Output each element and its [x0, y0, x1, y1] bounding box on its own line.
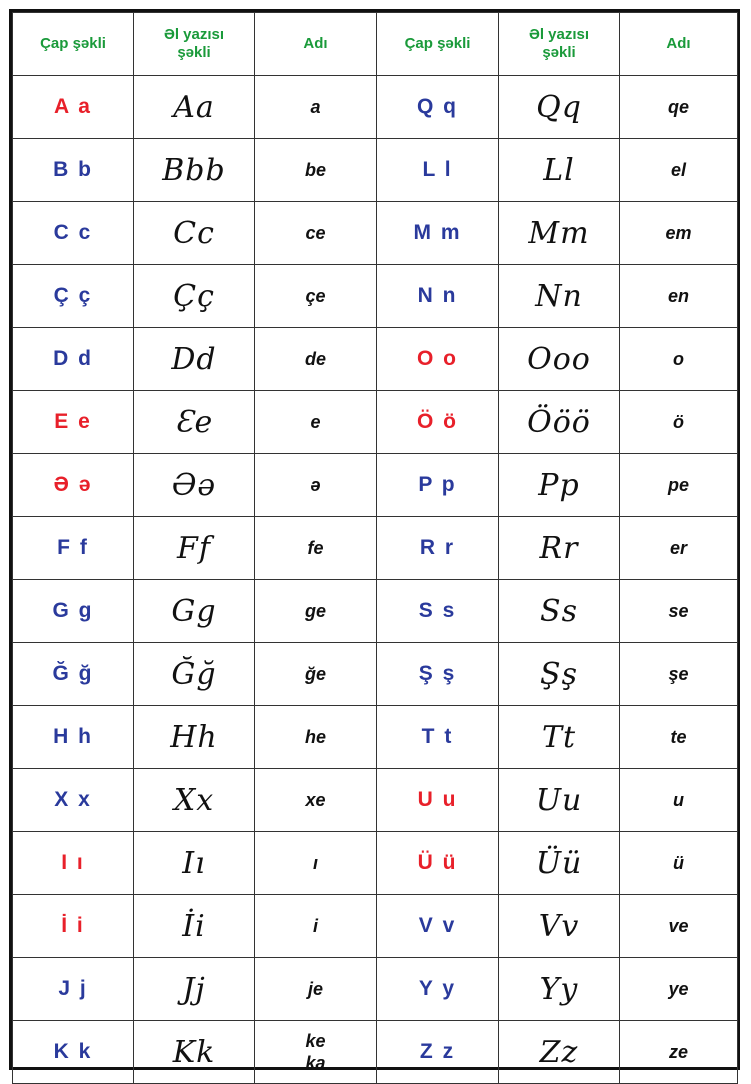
print-letter: Ş ş — [418, 662, 457, 685]
print-letter: U u — [417, 788, 458, 811]
print-letter: Ə ə — [53, 473, 93, 496]
letter-name-left — [255, 769, 377, 832]
print-letter-right — [377, 139, 499, 202]
letter-name: he — [304, 727, 326, 747]
handwritten-letter-left — [134, 580, 255, 643]
print-letter: V v — [418, 914, 457, 937]
handwritten-letter: Ɛe — [174, 404, 214, 440]
handwritten-letter-right — [499, 643, 620, 706]
print-letter-right — [377, 328, 499, 391]
print-letter: P p — [418, 473, 457, 496]
handwritten-letter-right — [499, 517, 620, 580]
letter-name: ö — [673, 412, 684, 432]
handwritten-letter: Ööö — [527, 404, 591, 440]
print-letter-left — [13, 202, 134, 265]
print-letter: Ö ö — [417, 410, 458, 433]
letter-name: te — [670, 727, 687, 747]
letter-name: ğe — [304, 664, 326, 684]
print-letter: N n — [417, 284, 458, 307]
handwritten-letter: Kk — [172, 1034, 216, 1070]
print-letter-left — [13, 139, 134, 202]
handwritten-letter: Ss — [540, 593, 578, 629]
letter-name-right — [620, 202, 738, 265]
letter-name-right — [620, 769, 738, 832]
letter-name-right — [620, 517, 738, 580]
handwritten-letter-right — [499, 706, 620, 769]
handwritten-letter: Uu — [535, 782, 583, 818]
print-letter-left — [13, 1021, 134, 1084]
table-row — [13, 517, 738, 580]
print-letter-left — [13, 517, 134, 580]
print-letter: D d — [53, 347, 93, 370]
table-row — [13, 391, 738, 454]
print-letter: T t — [421, 725, 454, 748]
print-letter-right — [377, 580, 499, 643]
handwritten-letter-right — [499, 958, 620, 1021]
table-row — [13, 1021, 738, 1084]
table-row — [13, 895, 738, 958]
handwritten-letter-right — [499, 832, 620, 895]
handwritten-letter-right — [499, 265, 620, 328]
handwritten-letter-left — [134, 769, 255, 832]
letter-name-left — [255, 1021, 377, 1084]
handwritten-letter-left — [134, 391, 255, 454]
letter-name: ke ka — [305, 1031, 326, 1073]
handwritten-letter: Əə — [171, 467, 217, 503]
letter-name: de — [304, 349, 326, 369]
table-row — [13, 139, 738, 202]
handwritten-letter: Xx — [173, 782, 215, 818]
handwritten-letter-left — [134, 706, 255, 769]
header-name-left: Adı — [255, 13, 377, 76]
handwritten-letter: Ğğ — [171, 656, 217, 692]
table-row — [13, 202, 738, 265]
letter-name: ye — [668, 979, 689, 999]
handwritten-letter: Yy — [539, 971, 579, 1007]
table-row — [13, 580, 738, 643]
letter-name: be — [304, 160, 326, 180]
handwritten-letter-left — [134, 328, 255, 391]
print-letter: S s — [418, 599, 457, 622]
print-letter: M m — [413, 221, 462, 244]
letter-name: fe — [307, 538, 324, 558]
handwritten-letter-left — [134, 454, 255, 517]
print-letter-left — [13, 76, 134, 139]
letter-name: o — [673, 349, 684, 369]
handwritten-letter: Bbb — [162, 152, 226, 188]
letter-name-right — [620, 895, 738, 958]
handwritten-letter-left — [134, 643, 255, 706]
print-letter: A a — [54, 95, 92, 118]
print-letter: B b — [53, 158, 93, 181]
print-letter-right — [377, 706, 499, 769]
handwritten-letter-right — [499, 1021, 620, 1084]
letter-name-left — [255, 832, 377, 895]
handwritten-letter: Jj — [182, 971, 206, 1007]
print-letter: Z z — [419, 1040, 456, 1063]
letter-name: el — [670, 160, 686, 180]
handwritten-letter: Ll — [543, 152, 575, 188]
handwritten-letter: Cc — [173, 215, 215, 251]
print-letter-left — [13, 895, 134, 958]
handwritten-letter: Nn — [535, 278, 583, 314]
print-letter-right — [377, 454, 499, 517]
handwritten-letter-left — [134, 895, 255, 958]
handwritten-letter-left — [134, 517, 255, 580]
handwritten-letter-right — [499, 139, 620, 202]
handwritten-letter: Tt — [541, 719, 577, 755]
print-letter-left — [13, 391, 134, 454]
handwritten-letter: Pp — [538, 467, 580, 503]
letter-name-left — [255, 517, 377, 580]
handwritten-letter-left — [134, 265, 255, 328]
letter-name-right — [620, 706, 738, 769]
letter-name-left — [255, 76, 377, 139]
table-row — [13, 769, 738, 832]
print-letter: Ğ ğ — [52, 662, 94, 685]
letter-name-left — [255, 706, 377, 769]
handwritten-letter-left — [134, 832, 255, 895]
letter-name-right — [620, 454, 738, 517]
header-name-right: Adı — [620, 13, 738, 76]
header-print-left: Çap şəkli — [13, 13, 134, 76]
print-letter-right — [377, 517, 499, 580]
alphabet-table — [12, 12, 738, 1084]
print-letter-left — [13, 958, 134, 1021]
handwritten-letter-right — [499, 391, 620, 454]
print-letter-left — [13, 454, 134, 517]
handwritten-letter-right — [499, 895, 620, 958]
handwritten-letter-right — [499, 580, 620, 643]
print-letter-right — [377, 832, 499, 895]
print-letter-right — [377, 1021, 499, 1084]
print-letter-right — [377, 265, 499, 328]
handwritten-letter: Mm — [528, 215, 590, 251]
print-letter: O o — [417, 347, 458, 370]
print-letter: Q q — [417, 95, 458, 118]
letter-name-right — [620, 643, 738, 706]
print-letter: K k — [53, 1040, 93, 1063]
letter-name: xe — [305, 790, 326, 810]
letter-name-right — [620, 832, 738, 895]
print-letter: Ü ü — [417, 851, 458, 874]
print-letter-right — [377, 958, 499, 1021]
letter-name: er — [669, 538, 687, 558]
letter-name: şe — [668, 664, 689, 684]
handwritten-letter: Qq — [536, 89, 582, 125]
handwritten-letter: Zz — [539, 1034, 579, 1070]
print-letter-left — [13, 706, 134, 769]
print-letter-left — [13, 832, 134, 895]
print-letter: I ı — [61, 851, 85, 874]
print-letter: F f — [57, 536, 89, 559]
letter-name: se — [668, 601, 689, 621]
handwritten-letter-left — [134, 958, 255, 1021]
letter-name: ve — [668, 916, 689, 936]
print-letter-right — [377, 391, 499, 454]
print-letter-left — [13, 580, 134, 643]
print-letter: R r — [419, 536, 456, 559]
print-letter-right — [377, 895, 499, 958]
letter-name: ü — [673, 853, 684, 873]
letter-name: a — [310, 97, 321, 117]
print-letter: E e — [54, 410, 92, 433]
handwritten-letter-left — [134, 202, 255, 265]
letter-name-right — [620, 958, 738, 1021]
print-letter: G g — [52, 599, 94, 622]
print-letter: L l — [422, 158, 453, 181]
letter-name-right — [620, 391, 738, 454]
letter-name: ze — [668, 1042, 688, 1062]
table-row — [13, 832, 738, 895]
print-letter-left — [13, 769, 134, 832]
header-row — [13, 13, 738, 76]
handwritten-letter-left — [134, 76, 255, 139]
handwritten-letter: Vv — [538, 908, 580, 944]
letter-name: qe — [667, 97, 689, 117]
handwritten-letter-right — [499, 769, 620, 832]
handwritten-letter: Ooo — [527, 341, 591, 377]
table-row — [13, 454, 738, 517]
handwritten-letter: Iı — [182, 845, 206, 881]
handwritten-letter-left — [134, 139, 255, 202]
letter-name: ə — [310, 475, 321, 495]
print-letter: İ i — [61, 914, 85, 937]
handwritten-letter-right — [499, 328, 620, 391]
letter-name: em — [665, 223, 692, 243]
letter-name: ce — [305, 223, 326, 243]
table-row — [13, 265, 738, 328]
handwritten-letter: Rr — [539, 530, 579, 566]
letter-name: u — [673, 790, 684, 810]
print-letter: J j — [58, 977, 88, 1000]
letter-name-right — [620, 139, 738, 202]
handwritten-letter: Ff — [177, 530, 211, 566]
letter-name-left — [255, 454, 377, 517]
handwritten-letter: Şş — [540, 656, 578, 692]
letter-name-left — [255, 895, 377, 958]
letter-name-left — [255, 202, 377, 265]
letter-name: çe — [305, 286, 326, 306]
letter-name-right — [620, 580, 738, 643]
letter-name: i — [312, 916, 318, 936]
header-handwritten-right: Əl yazısı şəkli — [499, 13, 620, 76]
letter-name-left — [255, 643, 377, 706]
letter-name-left — [255, 391, 377, 454]
letter-name-right — [620, 1021, 738, 1084]
letter-name: je — [307, 979, 323, 999]
handwritten-letter: Çç — [173, 278, 215, 314]
header-handwritten-left: Əl yazısı şəkli — [134, 13, 255, 76]
print-letter-right — [377, 76, 499, 139]
handwritten-letter: Gg — [171, 593, 217, 629]
print-letter: H h — [53, 725, 93, 748]
handwritten-letter: Üü — [535, 845, 583, 881]
table-row — [13, 706, 738, 769]
letter-name: e — [310, 412, 321, 432]
print-letter-right — [377, 643, 499, 706]
handwritten-letter-left — [134, 1021, 255, 1084]
table-row — [13, 958, 738, 1021]
handwritten-letter-right — [499, 76, 620, 139]
letter-name-left — [255, 328, 377, 391]
handwritten-letter: Hh — [170, 719, 218, 755]
handwritten-letter: Aa — [173, 89, 215, 125]
print-letter: C c — [53, 221, 93, 244]
letter-name-left — [255, 265, 377, 328]
print-letter-right — [377, 202, 499, 265]
print-letter-left — [13, 643, 134, 706]
letter-name-left — [255, 139, 377, 202]
letter-name-left — [255, 958, 377, 1021]
header-print-right: Çap şəkli — [377, 13, 499, 76]
alphabet-chart — [9, 9, 740, 1073]
letter-name: ı — [312, 853, 318, 873]
letter-name-right — [620, 265, 738, 328]
print-letter-left — [13, 328, 134, 391]
handwritten-letter-right — [499, 454, 620, 517]
handwritten-letter: Dd — [171, 341, 217, 377]
handwritten-letter: İi — [182, 908, 206, 944]
print-letter: Ç ç — [53, 284, 93, 307]
letter-name-right — [620, 76, 738, 139]
print-letter-right — [377, 769, 499, 832]
print-letter: X x — [54, 788, 92, 811]
letter-name: en — [667, 286, 689, 306]
letter-name: pe — [667, 475, 689, 495]
table-row — [13, 643, 738, 706]
table-row — [13, 76, 738, 139]
letter-name: ge — [304, 601, 326, 621]
letter-name-left — [255, 580, 377, 643]
handwritten-letter-right — [499, 202, 620, 265]
letter-name-right — [620, 328, 738, 391]
print-letter: Y y — [418, 977, 457, 1000]
print-letter-left — [13, 265, 134, 328]
table-row — [13, 328, 738, 391]
